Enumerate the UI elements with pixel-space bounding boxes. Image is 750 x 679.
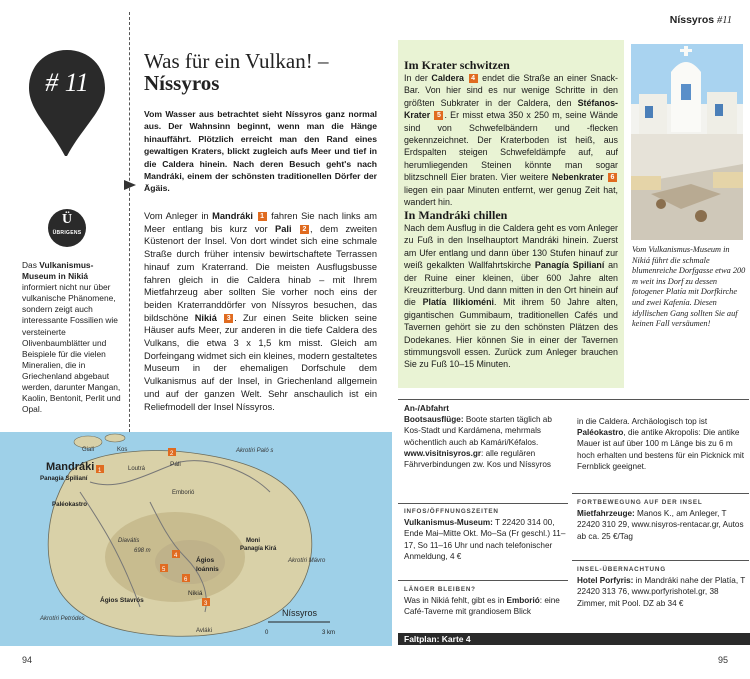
map-label-mandraki: Mandráki (46, 461, 95, 473)
title-line1: Was für ein Vulkan! – (144, 49, 329, 73)
marker-5: 5 (434, 111, 443, 120)
page-number-right: 95 (717, 655, 728, 665)
map-label-kos: Kos (117, 447, 128, 453)
map-marker-4: 4 (174, 553, 178, 559)
location-pin-icon (27, 48, 107, 158)
place-palaikastro: Paléokastro (577, 428, 624, 438)
miet-label: Mietfahrzeuge: (577, 509, 635, 519)
map-label-nikia: Nikiá (188, 590, 203, 597)
info-column-left (404, 403, 570, 470)
map-marker-1: 1 (98, 468, 102, 474)
running-header (670, 14, 732, 26)
map-label-698: 698 m (134, 548, 151, 554)
info-column-right (577, 416, 747, 472)
sidebar-text: Das (22, 260, 40, 270)
scale-0: 0 (265, 630, 269, 636)
map-marker-3: 3 (204, 601, 208, 607)
header-place: Níssyros (669, 14, 715, 26)
boote-text: Boote starten täglich ab Kos-Stadt und Kardámena, mehrmals wöchentlich auch ab Kamári/Kéfalos. (404, 415, 552, 447)
body-paragraph (144, 210, 377, 413)
map-marker-2: 2 (170, 451, 174, 457)
map-label-diavatis: Diavátis (118, 538, 140, 544)
divider (398, 503, 568, 504)
boote-label: Bootsausflüge: (404, 415, 464, 425)
krater-text: endet die Straße an einer Snack-Bar. Von hier sind es nur wenige Schritte in den größten Subkrater in der Caldera, den (404, 73, 618, 108)
scale-3km: 3 km (322, 630, 336, 636)
body-text: fahren Sie nach links am Meer entlang bis kurz vor (144, 211, 377, 234)
info-uebernachtung (577, 564, 747, 609)
map-label-palos: Akrotíri Paló s (236, 448, 274, 454)
map-label-moni: Moni (246, 538, 260, 544)
map-label-pali: Páli (170, 461, 181, 468)
place-pali: Pali (275, 223, 292, 234)
col2-text: in die Caldera. Archäologisch top ist (577, 417, 708, 426)
place-caldera: Caldera (431, 73, 464, 83)
photo-caption: Vom Vulkanismus-Museum in Nikiá führt die schmale blumenreiche Dorfgasse etwa 200 m weit ins Dorf zu dessen fotogener Platía mit Dorfkirche und zwei Kafenía. Diesen idyllischen Gang sollten Sie auf keinen Fall versäumen! (632, 245, 746, 329)
chillen-paragraph (404, 222, 618, 371)
section-heading-chillen: In Mandráki chillen (404, 208, 508, 222)
marker-3: 3 (224, 314, 233, 323)
sidebar-note (22, 260, 122, 415)
map-label-ioannis: Ioánnis (196, 566, 219, 573)
place-mandraki: Mandráki (212, 211, 253, 221)
island-map (0, 432, 392, 646)
map-label-avlaki: Avláki (196, 628, 212, 634)
bleiben-text: Was in Nikiá fehlt, gibt es in (404, 596, 507, 606)
bleiben-text: : eine Café-Taverne mit grandiosem Blick (404, 596, 560, 617)
info-museum (404, 506, 570, 562)
page-number-left: 94 (22, 655, 33, 665)
place-nebenkrater: Nebenkrater (551, 172, 604, 183)
page-title (144, 50, 328, 94)
oeffnung-label: INFOS/ÖFFNUNGSZEITEN (404, 508, 499, 515)
marker-4: 4 (469, 74, 478, 83)
col2-text: , die antike Akropolis: Die antike Mauer ist auf über 100 m Länge bis zu 6 m hoch erhalten und bestens für ein Picknick mit Fernblick geeignet. (577, 428, 745, 471)
dashed-divider (129, 12, 130, 432)
title-line2: Níssyros (144, 71, 220, 95)
body-text: , dem zweiten Küstenort der Insel. Von dort windet sich eine schmale Straße durch früher intensiv bewirtschaftete Terrassen hinauf zum Kraterrand. Die meisten Ausflugsbusse fahren gleich in die Caldera hinab – mit Ihrem Mietfahrzeug aber sollten Sie vorher noch eins der beiden Kraterranddörfer von Níssyros besuchen, das bildschöne (144, 223, 377, 323)
marker-2: 2 (300, 225, 309, 234)
uebrigens-word: ÜBRIGENS (52, 230, 82, 236)
hotel-label: Hotel Porfyris: (577, 576, 634, 586)
map-label-agios: Ágios (196, 557, 215, 564)
anabfahrt-title: An-/Abfahrt (404, 404, 450, 413)
marker-6: 6 (608, 173, 617, 182)
chillen-text: Nach dem Ausflug in die Caldera geht es vom Anleger zu Fuß in den Inselhauptort Mandráki hinein. Zuerst am Ufer entlang und dann über 130 Stufen hinauf zur weiß gekalkten Wallfahrtskirche (404, 223, 618, 271)
krater-text: . Er misst etwa 350 x 250 m, seine Wände sind von Schwefelbändern und -flecken gekennzeichnet. Der Kraterboden ist heiß, aus Erdspalten steigen Schwefeldämpfe auf, auf herumliegenden Steinen könnte man sogar blitzschnell Eier braten. Vier weitere (404, 110, 618, 183)
map-label-kira: Panagía Kirá (240, 546, 277, 552)
faltplan-bar: Faltplan: Karte 4 (398, 633, 750, 645)
body-text: . Zur einen Seite blicken seine Häuser aufs Meer, zur anderen in die tiefe Caldera des Vulkans, die etwa 3 x 1,5 km misst. Gleich am Dorfeingang widmet sich ein kleines, modern gestaltetes Museum in der ehemaligen Dorfschule dem Vulkanismus auf der Insel, in Griechenland allgemein und auf der ganzen Welt. Sehr anschaulich ist ein Reliefmodell der Insel Níssyros. (144, 312, 378, 412)
church-photo (631, 44, 743, 240)
map-label-giali: Giali (82, 447, 95, 453)
boote-tail: : alle regulären Fährverbindungen zw. Kos und Níssyros (404, 448, 551, 470)
marker-1: 1 (258, 212, 267, 221)
map-label-palaikastro: Paléokastro (52, 501, 88, 508)
map-label-spiliani: Panagía Spilianí (40, 475, 88, 482)
divider (398, 399, 749, 400)
fort-label: FORTBEWEGUNG AUF DER INSEL (577, 499, 703, 506)
header-ref: #11 (717, 15, 732, 26)
ueber-label: INSEL-ÜBERNACHTUNG (577, 566, 666, 573)
bleiben-label: LÄNGER BLEIBEN? (404, 586, 476, 593)
krater-text: In der (404, 73, 432, 83)
map-marker-6: 6 (184, 577, 188, 583)
krater-paragraph (404, 72, 618, 208)
place-nikia: Nikiá (194, 312, 217, 323)
museum-label: Vulkanismus-Museum: (404, 518, 493, 528)
chillen-text: an der Ruine einer kleinen, über 600 Jahre alten Kreuzritterburg. Und dann mitten in den Ort hinein auf die (404, 260, 618, 308)
section-heading-krater: Im Krater schwitzen (404, 58, 510, 72)
museum-text: T 22420 314 00, Ende Mai–Mitte Okt. Mo–Sa (Fr geschl.) 11–17, So 11–16 Uhr und nach telefonischer Anmeldung, 4 € (404, 518, 566, 561)
chillen-text: . Mit ihrem 50 Jahre alten, gigantischen Gummibaum, traditionellen Cafés und Tavernen gehört sie zu den schönsten Plätzen des Dodekanes. Hier können Sie in einer der Tavernen stimmungsvoll essen. Zurück zum Anleger brauchen Sie zu Fuß 10–15 Minuten. (404, 297, 618, 370)
tour-number: # 11 (45, 68, 89, 97)
body-text: Vom Anleger in (144, 211, 213, 221)
info-bleiben (404, 584, 570, 618)
map-marker-5: 5 (162, 567, 166, 573)
place-platia: Platía Ilikioméni (422, 297, 494, 308)
divider (572, 560, 749, 561)
sidebar-highlight: Vulkanismus-Museum in Nikiá (22, 260, 94, 282)
info-fortbewegung (577, 497, 747, 542)
lead-paragraph: Vom Wasser aus betrachtet sieht Níssyros ganz normal aus. Der Wahnsinn beginnt, wenn man die Hänge hinauffährt. Plötzlich erreicht man den Rand eines gewaltigen Kraters, blickt zugleich aufs Meer und tief in die Caldera hinein. Nach deren Besuch geht's nach Mandráki, einem der schönsten traditionellen Dörfer der Ägäis. (144, 109, 377, 194)
map-label-island: Níssyros (282, 608, 318, 618)
map-label-loutra: Loutrá (128, 466, 146, 472)
arrow-right-icon (124, 180, 136, 190)
place-spiliani: Panagía Spilianí (534, 260, 605, 271)
place-stefanos: Stéfanos-Krater (404, 97, 618, 121)
miet-text: Manos K., am Anleger, T 22420 310 29, www.nisyros-rentacar.gr, Autos ab ca. 25 €/Tag (577, 509, 744, 541)
uebrigens-letter: Ü (61, 212, 73, 227)
map-label-mavro: Akrotíri Mávro (288, 558, 326, 564)
boote-url[interactable]: www.visitnisyros.gr (404, 448, 482, 458)
sidebar-text: informiert nicht nur über vulkanische Phänomene, sondern zeigt auch interessante Fossilien wie versteinerte Olivenbaumblätter und Beispiele für die vielen Mineralien, die in Griechenland abgebaut werden, darunter Mangan, Kaolin, Bentonit, Perlit und Opal. (22, 282, 121, 415)
divider (398, 580, 568, 581)
map-label-stavros: Ágios Stavrós (100, 597, 144, 604)
divider (572, 493, 749, 494)
map-label-emborio: Emborió (172, 490, 195, 496)
map-label-petrodes: Akrotíri Petródes (40, 616, 85, 622)
place-emborio: Emborió (506, 596, 540, 606)
krater-text: liegen ein paar Minuten entfernt, wer genug Zeit hat, wandert hin. (404, 184, 618, 208)
hotel-text: in Mandráki nahe der Platía, T 22420 313 76, www.porfyrishotel.gr, 38 Zimmer, mit Pool. DZ ab 34 € (577, 576, 746, 608)
